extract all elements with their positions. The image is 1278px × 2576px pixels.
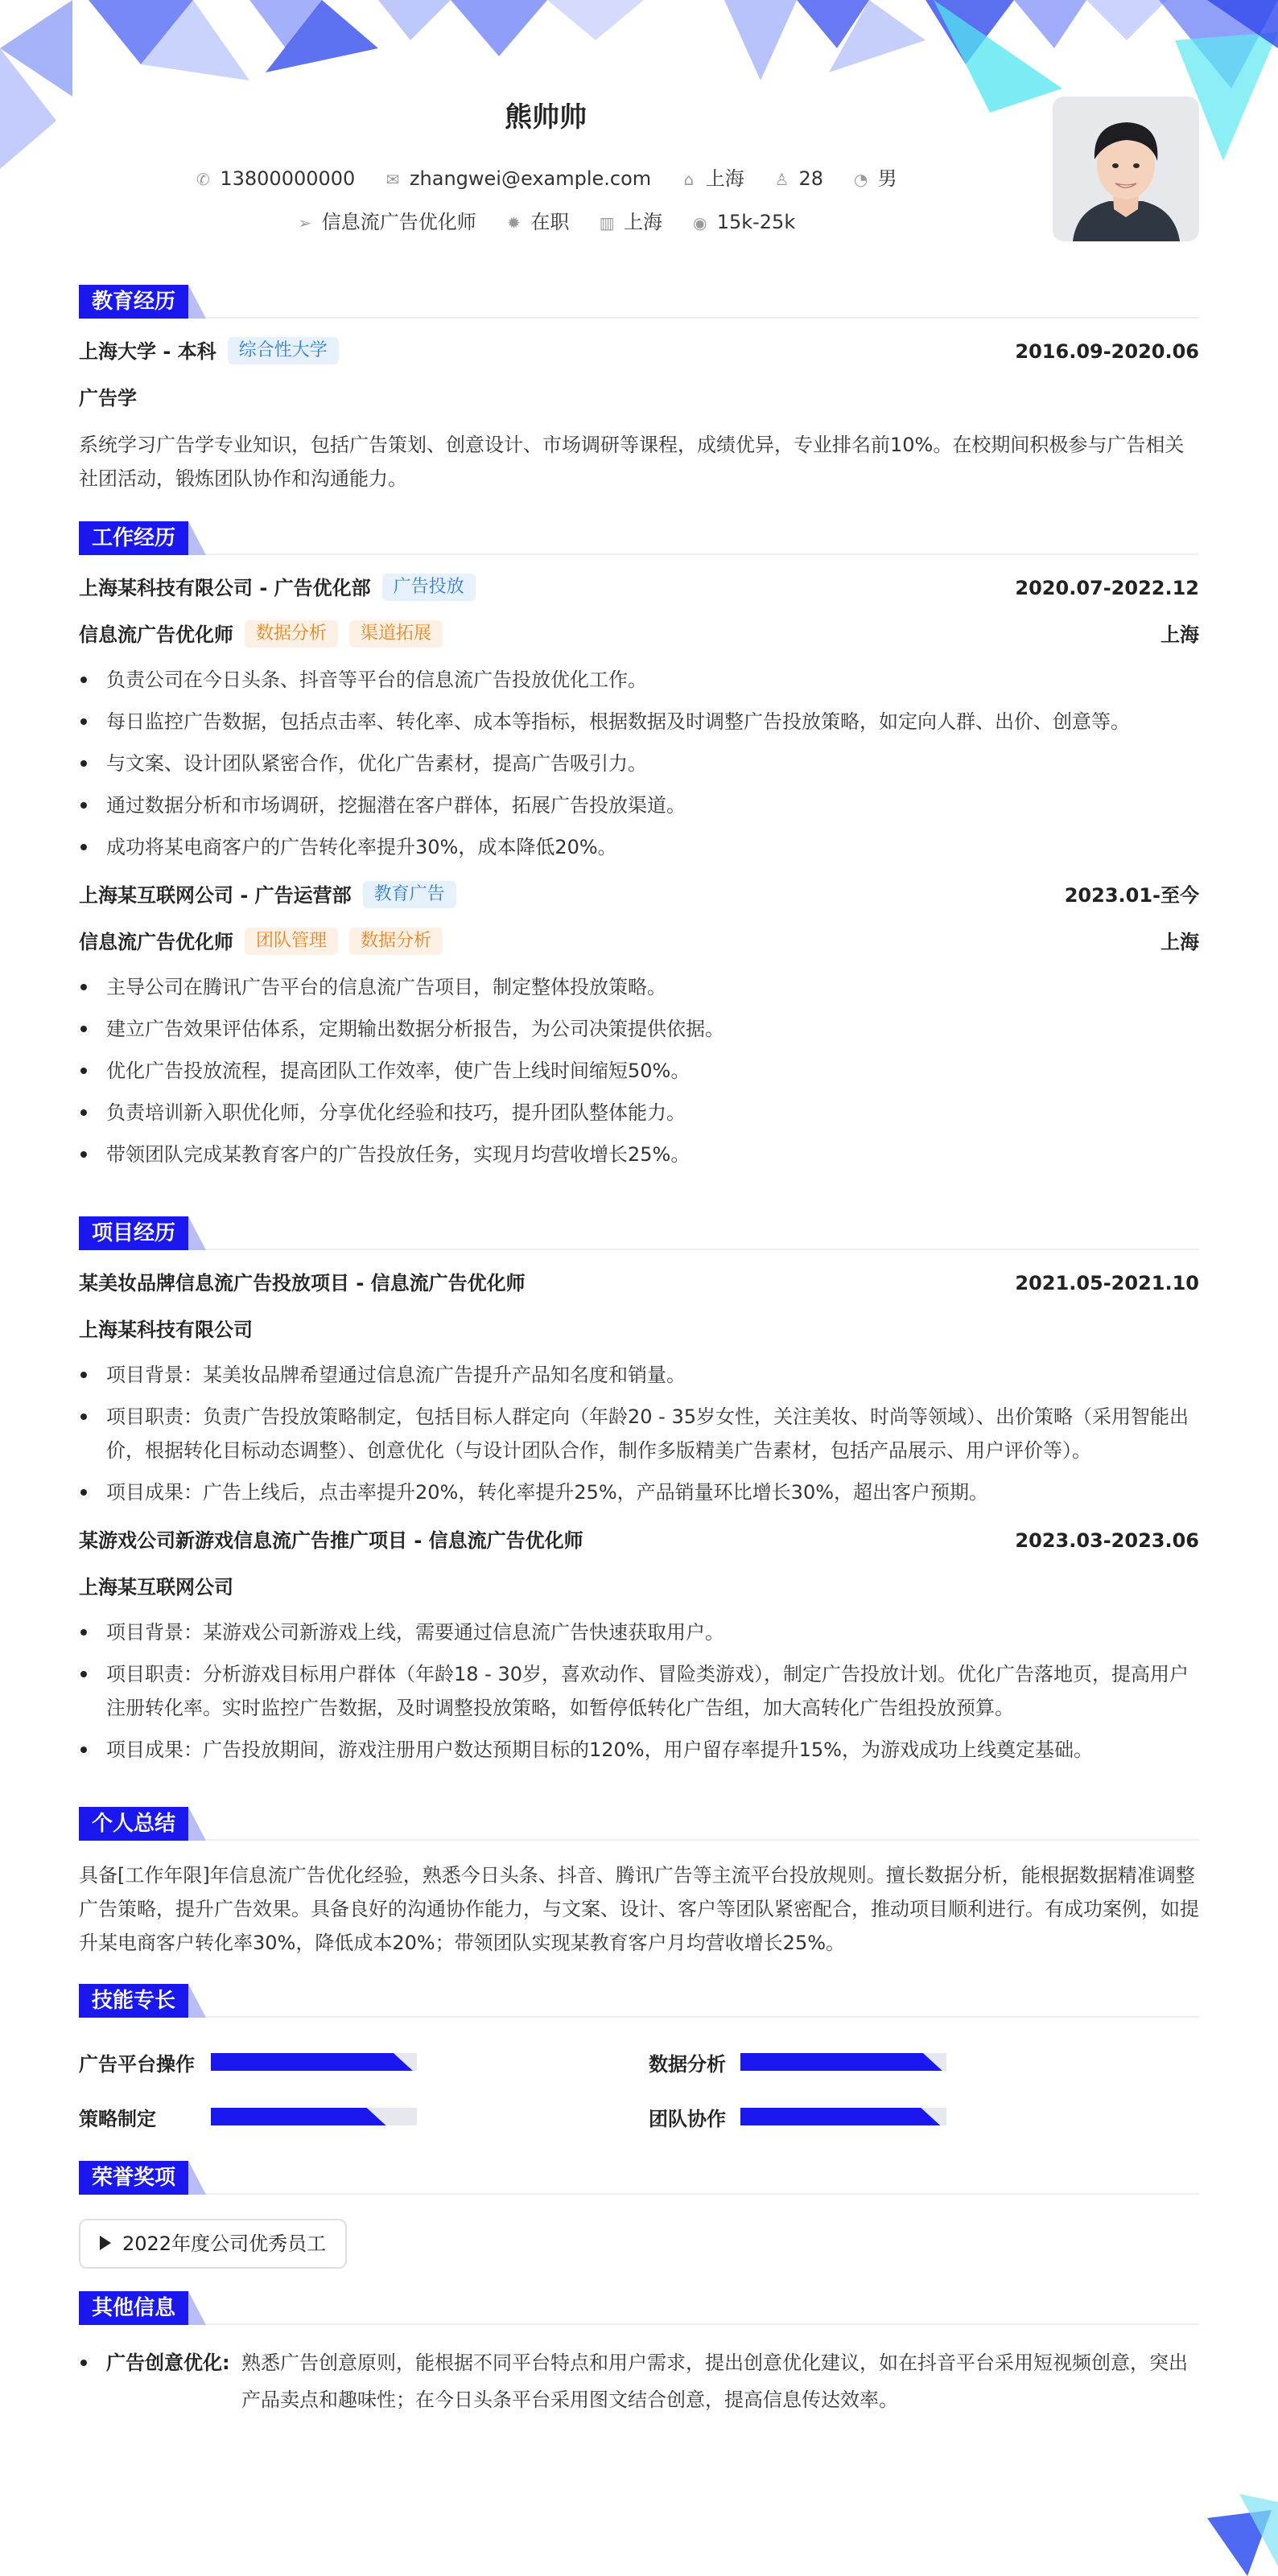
summary-header: [79, 1807, 1199, 1841]
list-item: 项目成果：广告投放期间，游戏注册用户数达预期目标的120%，用户留存率提升15%，为游戏成功上线奠定基础。: [79, 1733, 1199, 1767]
email-item: [384, 167, 651, 190]
list-item: 项目成果：广告上线后，点击率提升20%，转化率提升25%，产品销量环比增长30%，超出客户预期。: [79, 1475, 1199, 1509]
education-entry: [79, 328, 1199, 496]
list-item: 项目背景：某游戏公司新游戏上线，需要通过信息流广告快速获取用户。: [79, 1615, 1199, 1649]
list-item: 主导公司在腾讯广告平台的信息流广告项目，制定整体投放策略。: [79, 970, 1199, 1004]
target-job-item: [296, 206, 476, 234]
project-bullets: [79, 1358, 1199, 1509]
project-name: 某美妆品牌信息流广告投放项目 - 信息流广告优化师: [79, 1272, 526, 1294]
project-company-row: [79, 1307, 1199, 1353]
project-section: [79, 1216, 1199, 1767]
list-item: 项目职责：分析游戏目标用户群体（年龄18 - 30岁，喜欢动作、冒险类游戏），制定广告投放计划。优化广告落地页，提高用户注册转化率。实时监控广告数据，及时调整投放策略，如暂停低转化广告组，加大高转化广告组投放预算。: [79, 1657, 1199, 1725]
education-title: 教育经历: [79, 285, 188, 319]
work-city: 上海: [1161, 623, 1199, 646]
skill-name: 策略制定: [79, 2108, 156, 2130]
work-entry: [79, 565, 1199, 864]
work-company-row: [79, 872, 1199, 919]
list-item: 与文案、设计团队紧密合作，优化广告素材，提高广告吸引力。: [79, 747, 1199, 780]
project-name-row: [79, 1260, 1199, 1307]
skill-bar-fill: [740, 2108, 940, 2125]
awards-header: [79, 2161, 1199, 2195]
avatar-portrait: [1053, 97, 1199, 241]
company-tag: 教育广告: [363, 881, 456, 908]
gender-text: 男: [877, 167, 897, 190]
project-entry: [79, 1517, 1199, 1767]
list-item: 每日监控广告数据，包括点击率、转化率、成本等指标，根据数据及时调整广告投放策略，如定向人群、出价、创意等。: [79, 705, 1199, 739]
skill-bar: [211, 2053, 417, 2071]
project-title: 项目经历: [79, 1216, 188, 1250]
education-header: [79, 285, 1199, 319]
awards-title: 荣誉奖项: [79, 2161, 188, 2195]
project-date: 2021.05-2021.10: [1015, 1272, 1199, 1294]
work-entry: [79, 872, 1199, 1171]
project-name: 某游戏公司新游戏信息流广告推广项目 - 信息流广告优化师: [79, 1529, 583, 1552]
role-tag: 团队管理: [245, 928, 338, 955]
role-name: 信息流广告优化师: [79, 931, 233, 953]
work-date: 2020.07-2022.12: [1015, 577, 1199, 599]
list-item: 负责公司在今日头条、抖音等平台的信息流广告投放优化工作。: [79, 663, 1199, 697]
salary-text: 15k-25k: [716, 211, 796, 233]
project-company-row: [79, 1564, 1199, 1611]
skill-bar-fill: [740, 2053, 942, 2071]
project-header: [79, 1216, 1199, 1250]
skills-title: 技能专长: [79, 1984, 188, 2018]
skill-bar: [211, 2108, 417, 2125]
award-text: 2022年度公司优秀员工: [122, 2232, 327, 2255]
role-tag: 数据分析: [245, 620, 338, 648]
send-icon: ➢: [298, 213, 312, 232]
work-bullets: [79, 663, 1199, 864]
skills-header: [79, 1984, 1199, 2018]
summary-title: 个人总结: [79, 1807, 188, 1841]
list-item: 通过数据分析和市场调研，挖掘潜在客户群体，拓展广告投放渠道。: [79, 788, 1199, 822]
project-date: 2023.03-2023.06: [1015, 1529, 1199, 1552]
skill-bar-fill: [211, 2053, 413, 2071]
gender-icon: ◔: [853, 170, 868, 189]
target-city-item: [598, 206, 662, 234]
summary-text: 具备[工作年限]年信息流广告优化经验，熟悉今日头条、抖音、腾讯广告等主流平台投放规则。擅长数据分析，能根据数据精准调整广告策略，提升广告效果。具备良好的沟通协作能力，与文案、设计、客户等团队紧密配合，推动项目顺利进行。有成功案例，如提升某电商客户转化率30%，降低成本20%；带领团队实现某教育客户月均营收增长25%。: [79, 1864, 1199, 1954]
phone-icon: ✆: [196, 170, 210, 189]
company-tag: 广告投放: [382, 574, 476, 601]
list-item: 建立广告效果评估体系，定期输出数据分析报告，为公司决策提供依据。: [79, 1012, 1199, 1046]
project-entry: [79, 1260, 1199, 1509]
skill-name: 数据分析: [649, 2053, 726, 2076]
award-item: [79, 2219, 347, 2269]
phone-item: [194, 167, 355, 190]
other-title: 其他信息: [79, 2291, 188, 2325]
location-item: [680, 163, 744, 191]
intent-info-row: [79, 206, 1012, 234]
work-section: [79, 521, 1199, 1171]
location-text: 上海: [705, 167, 744, 190]
gender-item: [852, 163, 897, 191]
project-bullets: [79, 1615, 1199, 1767]
target-city-text: 上海: [624, 211, 663, 233]
work-company-row: [79, 565, 1199, 611]
work-header: [79, 521, 1199, 555]
role-tag: 数据分析: [349, 928, 443, 955]
project-company: 上海某科技有限公司: [79, 1319, 253, 1341]
age-text: 28: [798, 167, 823, 190]
mail-icon: ✉: [385, 170, 400, 189]
salary-item: [691, 211, 796, 233]
education-section: [79, 285, 1199, 496]
education-description: 系统学习广告学专业知识，包括广告策划、创意设计、市场调研等课程，成绩优异，专业排名前10%。在校期间积极参与广告相关社团活动，锻炼团队协作和沟通能力。: [79, 434, 1185, 490]
target-job-text: 信息流广告优化师: [321, 211, 476, 233]
status-item: [505, 206, 569, 234]
role-name: 信息流广告优化师: [79, 623, 233, 646]
awards-section: [79, 2161, 1199, 2269]
list-item: 带领团队完成某教育客户的广告投放任务，实现月均营收增长25%。: [79, 1138, 1199, 1171]
age-item: [773, 167, 823, 190]
list-item: 负责培训新入职优化师，分享优化经验和技巧，提升团队整体能力。: [79, 1096, 1199, 1130]
list-item: 优化广告投放流程，提高团队工作效率，使广告上线时间缩短50%。: [79, 1054, 1199, 1088]
status-icon: ✹: [507, 213, 521, 232]
company-name: 上海某互联网公司 - 广告运营部: [79, 884, 352, 907]
resume-header: [79, 0, 1199, 265]
education-row: [79, 328, 1199, 375]
school-tag: 综合性大学: [228, 337, 339, 364]
school-name: 上海大学 - 本科: [79, 340, 216, 363]
email-text: zhangwei@example.com: [409, 167, 652, 190]
work-role-row: [79, 611, 1199, 658]
project-company: 上海某互联网公司: [79, 1576, 233, 1599]
other-item: [79, 2344, 1193, 2418]
phone-text: 13800000000: [220, 167, 356, 190]
avatar: [1053, 97, 1199, 241]
work-date: 2023.01-至今: [1064, 884, 1199, 907]
skill-bar: [740, 2108, 946, 2125]
building-icon: ▥: [599, 213, 615, 232]
skill-bar-fill: [211, 2108, 386, 2125]
work-title: 工作经历: [79, 521, 188, 555]
skills-section: [79, 1984, 1199, 2138]
list-item: 成功将某电商客户的广告转化率提升30%，成本降低20%。: [79, 830, 1199, 864]
work-city: 上海: [1161, 931, 1199, 953]
work-role-row: [79, 919, 1199, 965]
footer-decoration: [1191, 2478, 1278, 2576]
salary-icon: ◉: [692, 213, 707, 232]
work-bullets: [79, 970, 1199, 1171]
summary-section: [79, 1807, 1199, 1960]
other-header: [79, 2291, 1199, 2325]
list-item: 项目背景：某美妆品牌希望通过信息流广告提升产品知名度和销量。: [79, 1358, 1199, 1392]
major-name: 广告学: [79, 387, 137, 409]
other-item-value: 熟悉广告创意原则，能根据不同平台特点和用户需求，提出创意优化建议，如在抖音平台采用短视频创意，突出产品卖点和趣味性；在今日头条平台采用图文结合创意，提高信息传达效率。: [241, 2352, 1188, 2411]
skill-name: 团队协作: [649, 2108, 726, 2130]
basic-info-row: [79, 163, 1012, 191]
other-section: [79, 2291, 1199, 2418]
project-name-row: [79, 1517, 1199, 1564]
skills-grid: [79, 2018, 1199, 2138]
skill-bar: [740, 2053, 946, 2071]
age-icon: ♙: [774, 170, 789, 189]
status-text: 在职: [530, 211, 570, 233]
other-item-key: 广告创意优化:: [106, 2352, 230, 2374]
play-icon: [100, 2236, 111, 2250]
awards-list: [79, 2219, 1199, 2269]
company-name: 上海某科技有限公司 - 广告优化部: [79, 577, 371, 599]
major-row: [79, 375, 1199, 422]
list-item: 项目职责：负责广告投放策略制定，包括目标人群定向（年龄20 - 35岁女性，关注美妆、时尚等领域）、出价策略（采用智能出价，根据转化目标动态调整）、创意优化（与设计团队合作，制作多版精美广告素材，包括产品展示、用户评价等）。: [79, 1400, 1199, 1467]
home-icon: ⌂: [683, 170, 695, 189]
skill-name: 广告平台操作: [79, 2053, 195, 2076]
role-tag: 渠道拓展: [349, 620, 443, 648]
candidate-name: 熊帅帅: [505, 101, 587, 134]
education-date: 2016.09-2020.06: [1015, 340, 1199, 363]
